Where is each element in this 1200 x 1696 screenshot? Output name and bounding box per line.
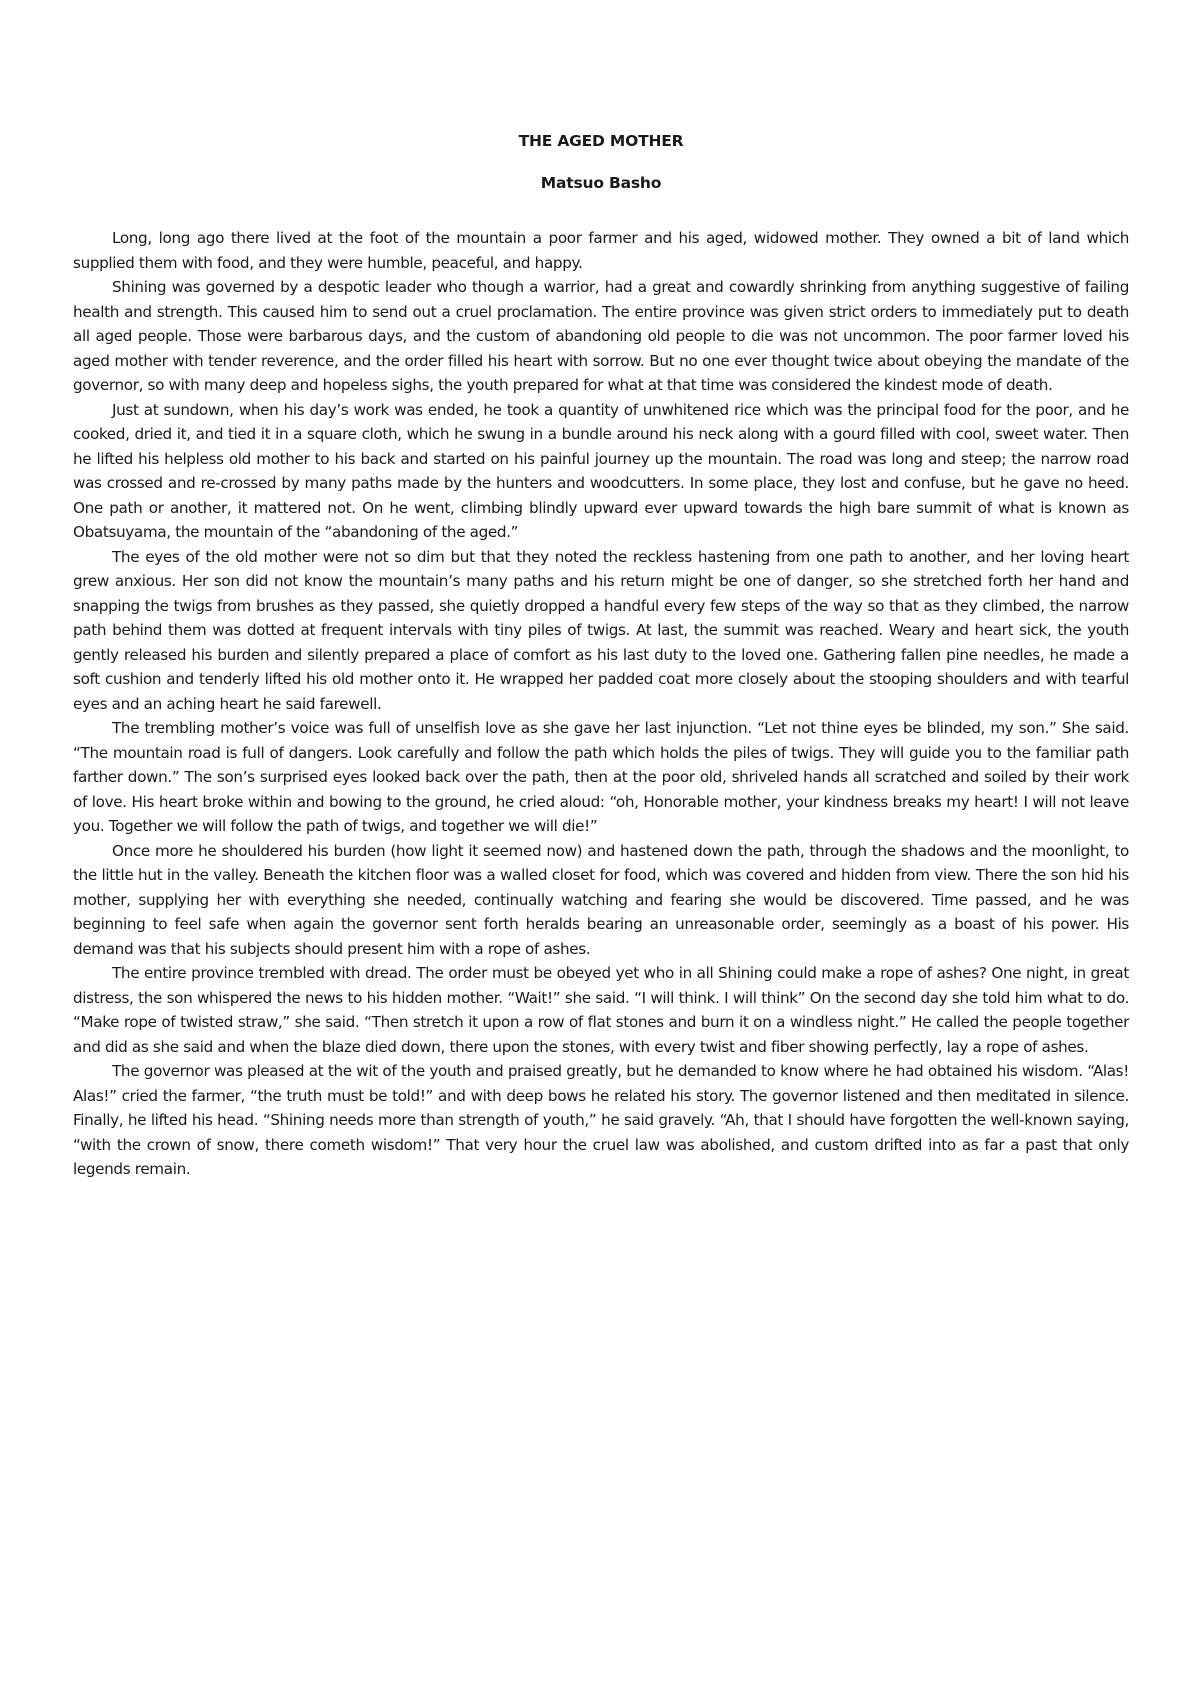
- paragraph: The governor was pleased at the wit of the youth and praised greatly, but he demanded to know where he had obtained his wisdom. “Alas! Alas!” cried the farmer, “the truth must be told!” and with deep bows he related his story. The governor listened and then meditated in silence. Finally, he lifted his head. “Shining needs more than strength of youth,” he said gravely. “Ah, that I should have forgotten the well-known saying, “with the crown of snow, there cometh wisdom!” That very hour the cruel law was abolished, and custom drifted into as far a past that only legends remain.: [73, 1062, 1129, 1178]
- paragraph: The eyes of the old mother were not so dim but that they noted the reckless hastening from one path to another, and her loving heart grew anxious. Her son did not know the mountain’s many paths and his return might be one of danger, so she stretched forth her hand and snapping the twigs from brushes as they passed, she quietly dropped a handful every few steps of the way so that as they climbed, the narrow path behind them was dotted at frequent intervals with tiny piles of twigs. At last, the summit was reached. Weary and heart sick, the youth gently released his burden and silently prepared a place of comfort as his last duty to the loved one. Gathering fallen pine needles, he made a soft cushion and tenderly lifted his old mother onto it. He wrapped her padded coat more closely about the stooping shoulders and with tearful eyes and an aching heart he said farewell.: [73, 547, 1129, 713]
- document-content: [73, 130, 1129, 1182]
- paragraph: Once more he shouldered his burden (how light it seemed now) and hastened down the path, through the shadows and the moonlight, to the little hut in the valley. Beneath the kitchen floor was a walled closet for food, which was covered and hidden from view. There the son hid his mother, supplying her with everything she needed, continually watching and fearing she would be discovered. Time passed, and he was beginning to feel safe when again the governor sent forth heralds bearing an unreasonable order, seemingly as a boast of his power. His demand was that his subjects should present him with a rope of ashes.: [73, 841, 1129, 958]
- document-body: [73, 226, 1129, 1182]
- document-title: THE AGED MOTHER: [518, 132, 684, 150]
- document-author: Matsuo Basho: [540, 174, 662, 192]
- paragraph: Long, long ago there lived at the foot of the mountain a poor farmer and his aged, widowed mother. They owned a bit of land which supplied them with food, and they were humble, peaceful, and happy.: [73, 229, 1129, 272]
- paragraph: The trembling mother’s voice was full of unselfish love as she gave her last injunction. “Let not thine eyes be blinded, my son.” She said. “The mountain road is full of dangers. Look carefully and follow the path which holds the piles of twigs. They will guide you to the familiar path farther down.” The son’s surprised eyes looked back over the path, then at the poor old, shriveled hands all scratched and soiled by their work of love. His heart broke within and bowing to the ground, he cried aloud: “oh, Honorable mother, your kindness breaks my heart! I will not leave you. Together we will follow the path of twigs, and together we will die!”: [73, 719, 1129, 835]
- paragraph: Shining was governed by a despotic leader who though a warrior, had a great and cowardly shrinking from anything suggestive of failing health and strength. This caused him to send out a cruel proclamation. The entire province was given strict orders to immediately put to death all aged people. Those were barbarous days, and the custom of abandoning old people to die was not uncommon. The poor farmer loved his aged mother with tender reverence, and the order filled his heart with sorrow. But no one ever thought twice about obeying the mandate of the governor, so with many deep and hopeless sighs, the youth prepared for what at that time was considered the kindest mode of death.: [73, 278, 1129, 394]
- paragraph: The entire province trembled with dread. The order must be obeyed yet who in all Shining could make a rope of ashes? One night, in great distress, the son whispered the news to his hidden mother. “Wait!” she said. “I will think. I will think” On the second day she told him what to do. “Make rope of twisted straw,” she said. “Then stretch it upon a row of flat stones and burn it on a windless night.” He called the people together and did as she said and when the blaze died down, there upon the stones, with every twist and fiber showing perfectly, lay a rope of ashes.: [73, 964, 1129, 1056]
- paragraph: Just at sundown, when his day’s work was ended, he took a quantity of unwhitened rice which was the principal food for the poor, and he cooked, dried it, and tied it in a square cloth, which he swung in a bundle around his neck along with a gourd filled with cool, sweet water. Then he lifted his helpless old mother to his back and started on his painful journey up the mountain. The road was long and steep; the narrow road was crossed and re-crossed by many paths made by the hunters and woodcutters. In some place, they lost and confuse, but he gave no heed. One path or another, it mattered not. On he went, climbing blindly upward ever upward towards the high bare summit of what is known as Obatsuyama, the mountain of the “abandoning of the aged.”: [73, 400, 1129, 541]
